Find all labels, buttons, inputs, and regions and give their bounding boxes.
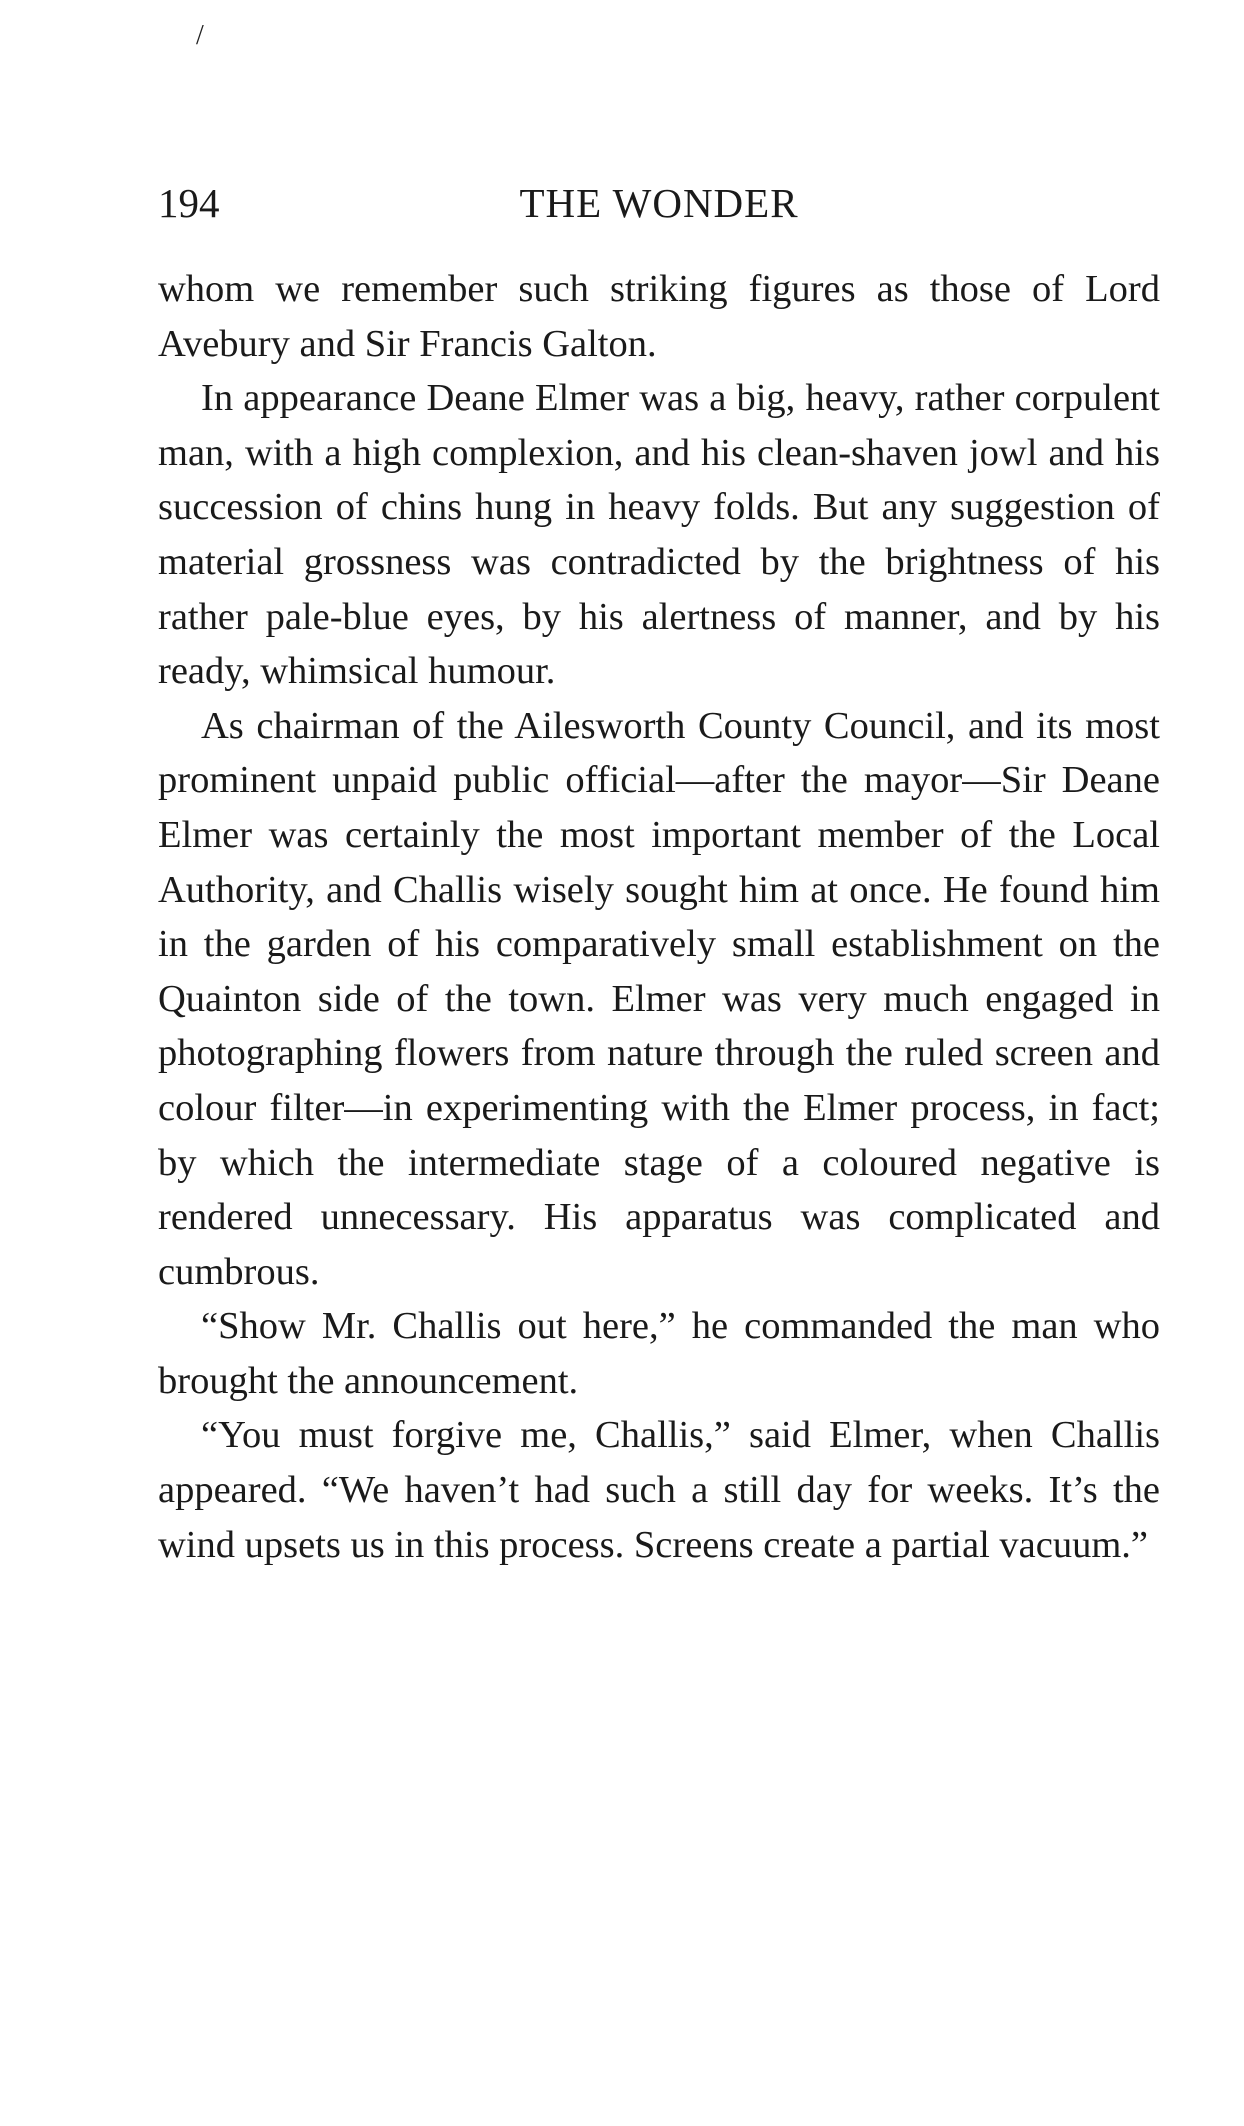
body-text [158, 262, 1160, 1572]
page-number: 194 [158, 180, 220, 226]
running-title: THE WONDER [519, 180, 799, 226]
page-header [158, 178, 1160, 228]
paragraph-1: whom we remember such striking figures as those of Lord Avebury and Sir Francis Galton. [158, 268, 1160, 365]
paragraph-2: In appearance Deane Elmer was a big, heavy, rather corpulent man, with a high complexion, and his clean-shaven jowl and his succession of chins hung in heavy folds. But any suggestion of material grossness was contradicted by the brightness of his rather pale-blue eyes, by his alertness of manner, and by his ready, whimsical humour. [158, 377, 1160, 693]
paragraph-5: “You must forgive me, Challis,” said Elmer, when Challis appeared. “We haven’t had such a still day for weeks. It’s the wind upsets us in this process. Screens create a partial vacuum.” [158, 1414, 1160, 1566]
pencil-mark-top: / [196, 20, 204, 51]
paragraph-3: As chairman of the Ailesworth County Council, and its most prominent unpaid public official—after the mayor—Sir Deane Elmer was certainly the most important member of the Local Authority, and Challis wisely sought him at once. He found him in the garden of his comparatively small establishment on the Quainton side of the town. Elmer was very much engaged in photographing flowers from nature through the ruled screen and colour filter—in experimenting with the Elmer process, in fact; by which the intermediate stage of a coloured negative is rendered unnecessary. His apparatus was complicated and cumbrous. [158, 704, 1160, 1293]
paragraph-4: “Show Mr. Challis out here,” he commanded the man who brought the announcement. [158, 1305, 1160, 1402]
